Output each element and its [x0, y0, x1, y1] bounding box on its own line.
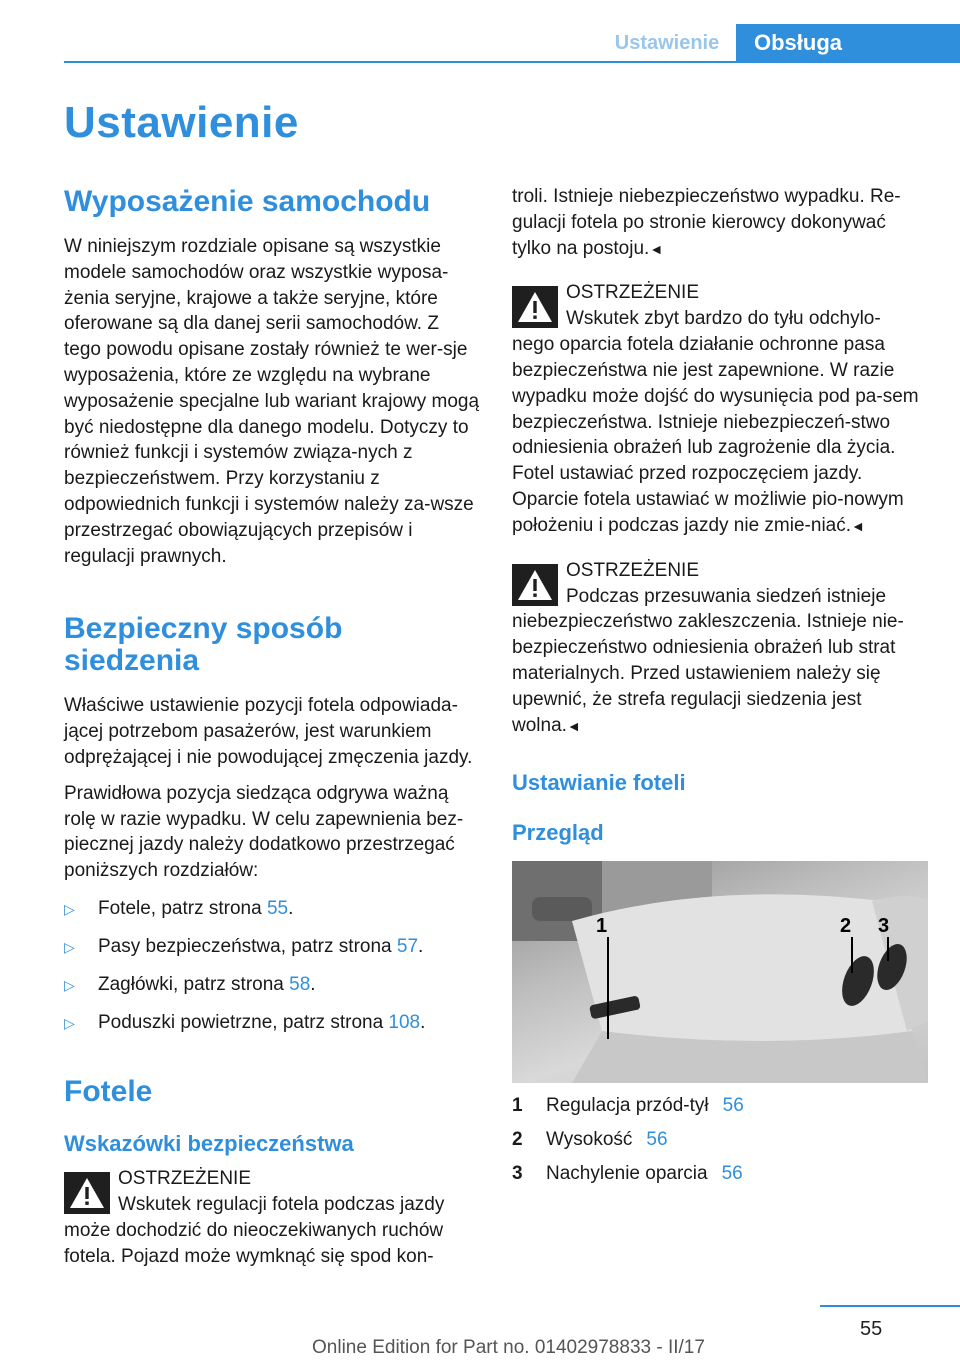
- warning-triangle-icon: [512, 564, 558, 606]
- list-item: ▷ Fotele, patrz strona 55.: [64, 896, 480, 922]
- warning-text: nego oparcia fotela działanie ochronne pasa bezpieczeństwa nie jest zapewnione. W razie wypadku może dojść do wysunięcia pod pa‐sem bezpieczeństwa. Istnieje niebezpieczeń‐stwo odniesienia obrażeń lub zagrożenie dla życia. Fotel ustawiać przed rozpoczęciem jazdy. Oparcie fotela ustawiać w możliwie pio‐nowym położeniu i podczas jazdy nie zmie‐niać.◄: [512, 334, 919, 536]
- page-link[interactable]: 55: [266, 897, 289, 919]
- legend-item: 2 Wysokość 56: [512, 1127, 928, 1153]
- warning-text-first-line: Podczas przesuwania siedzeń istnieje: [566, 585, 887, 607]
- warning-heading: OSTRZEŻENIE: [566, 559, 700, 581]
- legend-item: 3 Nachylenie oparcia 56: [512, 1161, 928, 1187]
- heading-sitting: [64, 613, 480, 677]
- page-link[interactable]: 108: [388, 1011, 421, 1033]
- page-link[interactable]: 57: [396, 935, 419, 957]
- page-number: 55: [860, 1318, 883, 1340]
- list-item: ▷ Zagłówki, patrz strona 58.: [64, 972, 480, 998]
- callout-3: 3: [878, 915, 890, 938]
- page-link[interactable]: 56: [646, 1129, 668, 1151]
- warning-triangle-icon: [512, 286, 558, 328]
- footer-edition: Online Edition for Part no. 01402978833 - II/17: [312, 1337, 705, 1358]
- page-link[interactable]: 58: [289, 973, 311, 995]
- warning-text-first-line: Wskutek regulacji fotela podczas jazdy: [118, 1193, 445, 1215]
- right-column: [512, 180, 928, 1187]
- warning-text: może dochodzić do nieoczekiwanych ruchów fotela. Pojazd może wymknąć się spod kon‐: [64, 1219, 444, 1267]
- paragraph-sitting-2: Prawidłowa pozycja siedząca odgrywa ważną rolę w razie wypadku. W celu zapewnienia bez‐piecznej jazdy należy dodatkowo przestrzegać poniższych rozdziałów:: [64, 782, 464, 882]
- heading-seats: Fotele: [64, 1074, 153, 1108]
- paragraph-equipment: W niniejszym rozdziale opisane są wszystkie modele samochodów oraz wszystkie wyposa‐żenia seryjne, krajowe a także seryjne, które oferowane są dla danej serii samochodów. Z tego powodu opisane zostały również te wer‐sje wyposażenia, które ze względu na wybrane wyposażenie specjalne lub wariant krajowy mogą być niedostępne dla danego modelu. Dotyczy to również funkcji i systemów związa‐nych z bezpieczeństwem. Przy korzystaniu z odpowiednich funkcji i systemów należy za‐wsze przestrzegać obowiązujących przepisów i regulacji prawnych.: [64, 236, 480, 567]
- end-mark-icon: ◄: [649, 240, 664, 257]
- warning-heading: OSTRZEŻENIE: [118, 1167, 252, 1189]
- triangle-bullet-icon: ▷: [64, 938, 75, 955]
- left-column: [64, 180, 480, 1269]
- triangle-bullet-icon: ▷: [64, 900, 75, 917]
- heading-overview: Przegląd: [512, 820, 604, 846]
- heading-safety: Wskazówki bezpieczeństwa: [64, 1130, 354, 1156]
- heading-equipment: Wyposażenie samochodu: [64, 185, 431, 218]
- warning-block: [64, 1166, 480, 1269]
- heading-sitting-line1: Bezpieczny sposób: [64, 612, 343, 646]
- paragraph-sitting-1: Właściwe ustawienie pozycji fotela odpowiada‐jącej potrzebom pasażerów, jest warunkiem odprężającej i nie powodującej zmęczenia jazdy.: [64, 695, 473, 768]
- page-title: Ustawienie: [64, 98, 299, 147]
- warning-block: [512, 280, 928, 539]
- cross-reference-list: [64, 896, 480, 1036]
- end-mark-icon: ◄: [566, 717, 581, 734]
- warning-text-continued: troli. Istnieje niebezpieczeństwo wypadku. Re‐gulacji fotela po stronie kierowcy dokonywać tylko na postoju.◄: [512, 186, 901, 259]
- header-chapter-tab: Obsługa: [736, 24, 960, 62]
- end-mark-icon: ◄: [851, 517, 865, 534]
- triangle-bullet-icon: ▷: [64, 1014, 75, 1031]
- callout-2: 2: [840, 915, 852, 938]
- photo-legend: [512, 1093, 928, 1187]
- page-link[interactable]: 56: [721, 1163, 743, 1185]
- heading-sitting-line2: siedzenia: [64, 644, 200, 678]
- warning-text-first-line: Wskutek zbyt bardzo do tyłu odchylo‐: [566, 308, 881, 330]
- list-item: ▷ Pasy bezpieczeństwa, patrz strona 57.: [64, 934, 480, 960]
- warning-text: niebezpieczeństwo zakleszczenia. Istnieje nie‐bezpieczeństwo odniesienia obrażeń lub strat materialnych. Przed ustawieniem należy się upewnić, że strefa regulacji siedzenia jest wolna.◄: [512, 611, 904, 736]
- warning-heading: OSTRZEŻENIE: [566, 282, 700, 304]
- triangle-bullet-icon: ▷: [64, 976, 75, 993]
- header-section-tab: Ustawienie: [614, 32, 720, 54]
- header-rule: [64, 61, 960, 63]
- list-item: ▷ Poduszki powietrzne, patrz strona 108.: [64, 1010, 480, 1036]
- legend-item: 1 Regulacja przód-tył 56: [512, 1093, 928, 1119]
- seat-controls-photo: [512, 861, 928, 1083]
- heading-seat-adjust: Ustawianie foteli: [512, 770, 686, 796]
- warning-block: [512, 558, 928, 740]
- callout-1: 1: [596, 915, 608, 938]
- warning-triangle-icon: [64, 1172, 110, 1214]
- footer-rule: [820, 1305, 960, 1307]
- page-link[interactable]: 56: [722, 1095, 744, 1117]
